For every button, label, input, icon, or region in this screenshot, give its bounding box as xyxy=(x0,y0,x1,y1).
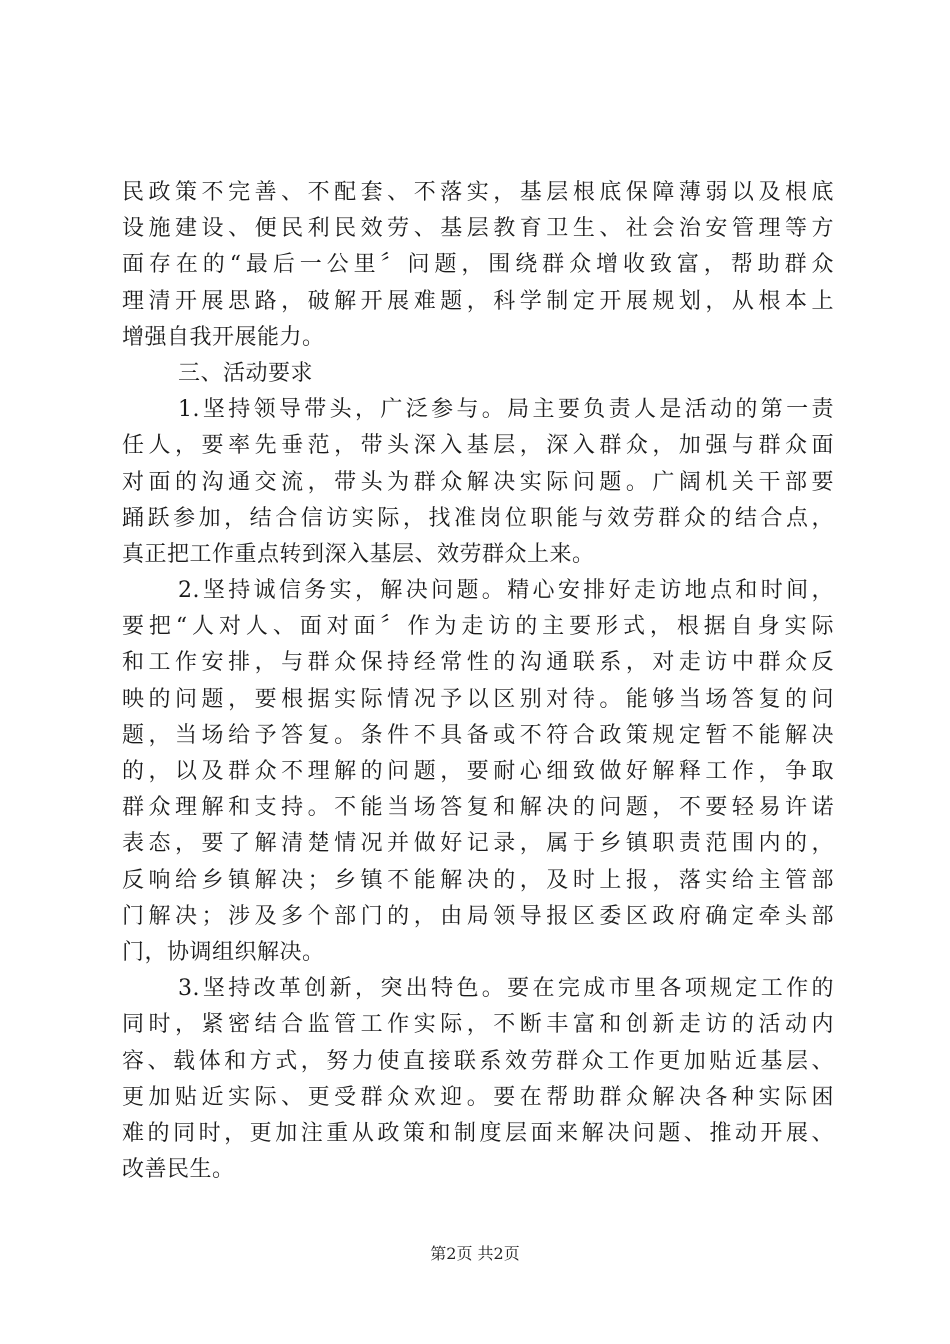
text-line: 要把“人对人、面对面〞作为走访的主要形式，根据自身实际 xyxy=(122,614,834,640)
text-line: 容、载体和方式，努力使直接联系效劳群众工作更加贴近基层、 xyxy=(122,1048,834,1074)
text-line: 门解决；涉及多个部门的，由局领导报区委区政府确定牵头部 xyxy=(122,903,834,929)
text-line: 民政策不完善、不配套、不落实，基层根底保障薄弱以及根底 xyxy=(122,180,834,205)
text-line: 和工作安排，与群众保持经常性的沟通联系，对走访中群众反 xyxy=(122,650,834,676)
text-line: 任人，要率先垂范，带头深入基层，深入群众，加强与群众面 xyxy=(122,433,834,459)
text-line: 同时，紧密结合监管工作实际，不断丰富和创新走访的活动内 xyxy=(122,1012,834,1038)
text-line: 群众理解和支持。不能当场答复和解决的问题，不要轻易许诺 xyxy=(122,795,834,821)
text-line: 表态，要了解清楚情况并做好记录，属于乡镇职责范围内的， xyxy=(122,831,834,857)
text-line: 三、活动要求 xyxy=(178,360,314,386)
text-line: 题，当场给予答复。条件不具备或不符合政策规定暂不能解决 xyxy=(122,722,834,748)
text-line: 难的同时，更加注重从政策和制度层面来解决问题、推动开展、 xyxy=(122,1120,834,1146)
text-line: 对面的沟通交流，带头为群众解决实际问题。广阔机关干部要 xyxy=(122,469,834,495)
text-line: 3.坚持改革创新，突出特色。要在完成市里各项规定工作的 xyxy=(178,976,834,1002)
page-footer: 第2页 共2页 xyxy=(430,1244,520,1263)
text-line: 真正把工作重点转到深入基层、效劳群众上来。 xyxy=(122,541,595,567)
text-line: 设施建设、便民利民效劳、基层教育卫生、社会治安管理等方 xyxy=(122,216,834,242)
text-line: 1.坚持领导带头，广泛参与。局主要负责人是活动的第一责 xyxy=(178,397,834,423)
text-line: 更加贴近实际、更受群众欢迎。要在帮助群众解决各种实际困 xyxy=(122,1084,834,1110)
text-line: 增强自我开展能力。 xyxy=(122,324,325,350)
document-body xyxy=(122,175,834,1188)
text-line: 的，以及群众不理解的问题，要耐心细致做好解释工作，争取 xyxy=(122,759,834,784)
text-line: 改善民生。 xyxy=(122,1157,235,1183)
text-line: 映的问题，要根据实际情况予以区别对待。能够当场答复的问 xyxy=(122,686,834,712)
text-line: 踊跃参加，结合信访实际，找准岗位职能与效劳群众的结合点， xyxy=(122,505,834,531)
text-line: 2.坚持诚信务实，解决问题。精心安排好走访地点和时间， xyxy=(178,578,834,604)
text-line: 门，协调组织解决。 xyxy=(122,939,325,965)
text-line: 理清开展思路，破解开展难题，科学制定开展规划，从根本上 xyxy=(122,288,834,314)
text-line: 面存在的“最后一公里〞问题，围绕群众增收致富，帮助群众 xyxy=(122,252,834,278)
text-line: 反响给乡镇解决；乡镇不能解决的，及时上报，落实给主管部 xyxy=(122,867,834,893)
